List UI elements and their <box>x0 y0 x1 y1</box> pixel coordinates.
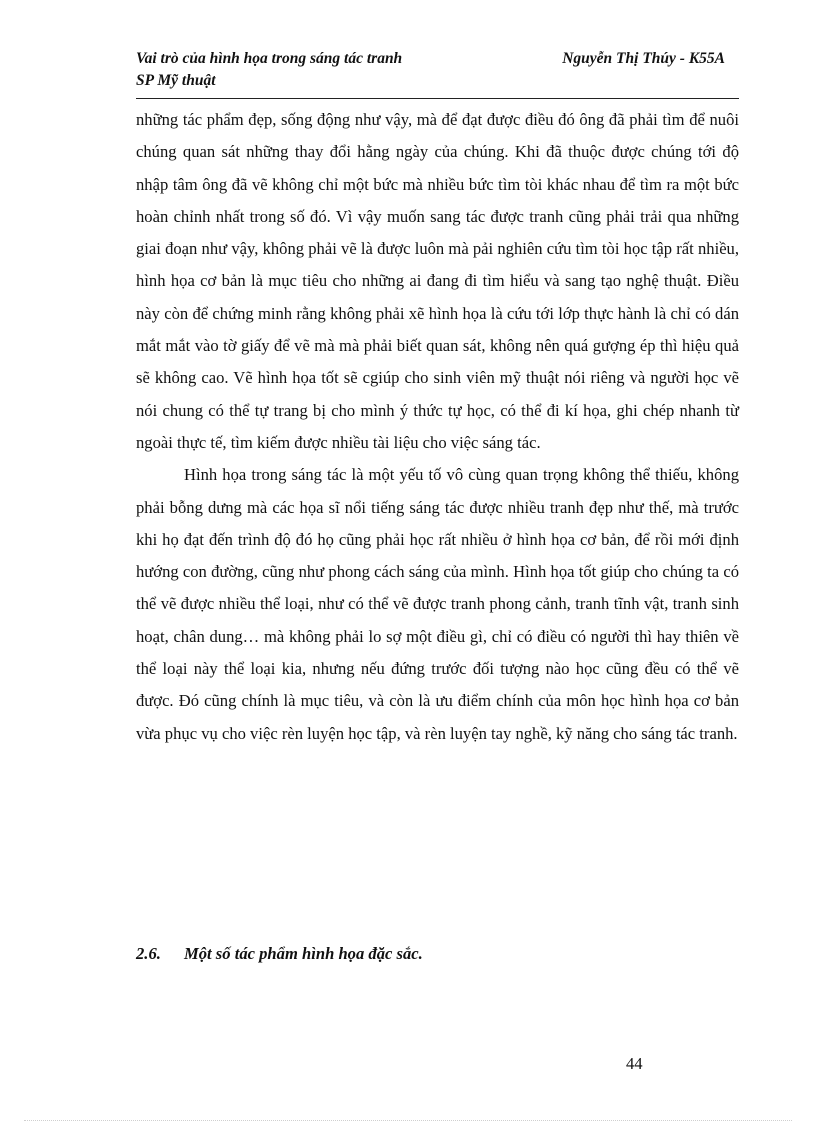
page-bottom-rule <box>24 1120 792 1121</box>
paragraph-1: những tác phẩm đẹp, sống động như vậy, mà để đạt được điều đó ông đã phải tìm để nuôi chúng quan sát những thay đổi hằng ngày của chúng. Khi đã thuộc được chúng tới độ nhập tâm ông đã vẽ không chỉ một bức mà nhiều bức tìm tòi khác nhau để tìm ra một bức hoàn chỉnh nhất trong số đó. Vì vậy muốn sang tác được tranh cũng phải trải qua những giai đoạn như vậy, không phải vẽ là được luôn mà pải nghiên cứu tìm tòi học tập rất nhiều, hình họa cơ bản là mục tiêu cho những ai đang đi tìm hiểu và sang tạo nghệ thuật. Điều này còn để chứng minh rằng không phải xẽ hình họa là cứu tới lớp thực hành là chỉ có dán mắt mắt vào tờ giấy để vẽ mà mà phải biết quan sát, không nên quá gượng ép thì hiệu quả sẽ không cao. Vẽ hình họa tốt sẽ cgiúp cho sinh viên mỹ thuật nói riêng và người học vẽ nói chung có thể tự trang bị cho mình ý thức tự học, có thể đi kí họa, ghi chép nhanh từ ngoài thực tế, tìm kiếm được nhiều tài liệu cho việc sáng tác. <box>136 110 739 452</box>
paragraph-2: Hình họa trong sáng tác là một yếu tố vô cùng quan trọng không thể thiếu, không phải bỗng dưng mà các họa sĩ nổi tiếng sáng tác được nhiều tranh đẹp như thế, mà trước khi họ đạt đến trình độ đó họ cũng phải học rất nhiều ở hình họa cơ bản, để rồi mới định hướng con đường, cũng như phong cách sáng của mình. Hình họa tốt giúp cho chúng ta có thể vẽ được nhiều thể loại, như có thể vẽ được tranh phong cảnh, tranh tĩnh vật, tranh sinh hoạt, chân dung… mà không phải lo sợ một điều gì, chỉ có điều có người thì hay thiên về thể loại này thể loại kia, nhưng nếu đứng trước đối tượng nào học cũng đều có thể vẽ được. Đó cũng chính là mục tiêu, và còn là ưu điểm chính của môn học hình họa cơ bản vừa phục vụ cho việc rèn luyện học tập, và rèn luyện tay nghề, kỹ năng cho sáng tác tranh. <box>136 465 739 743</box>
section-title: Một số tác phẩm hình họa đặc sắc. <box>184 944 423 963</box>
header-author: Nguyễn Thị Thúy - K55A <box>562 50 725 67</box>
section-heading <box>136 944 423 964</box>
body-text <box>136 104 739 750</box>
header-title-line1: Vai trò của hình họa trong sáng tác tranh <box>136 50 403 67</box>
header-title-line2: SP Mỹ thuật <box>136 72 216 89</box>
page-header <box>136 48 739 99</box>
section-number: 2.6. <box>136 944 161 963</box>
page-number: 44 <box>626 1054 643 1073</box>
